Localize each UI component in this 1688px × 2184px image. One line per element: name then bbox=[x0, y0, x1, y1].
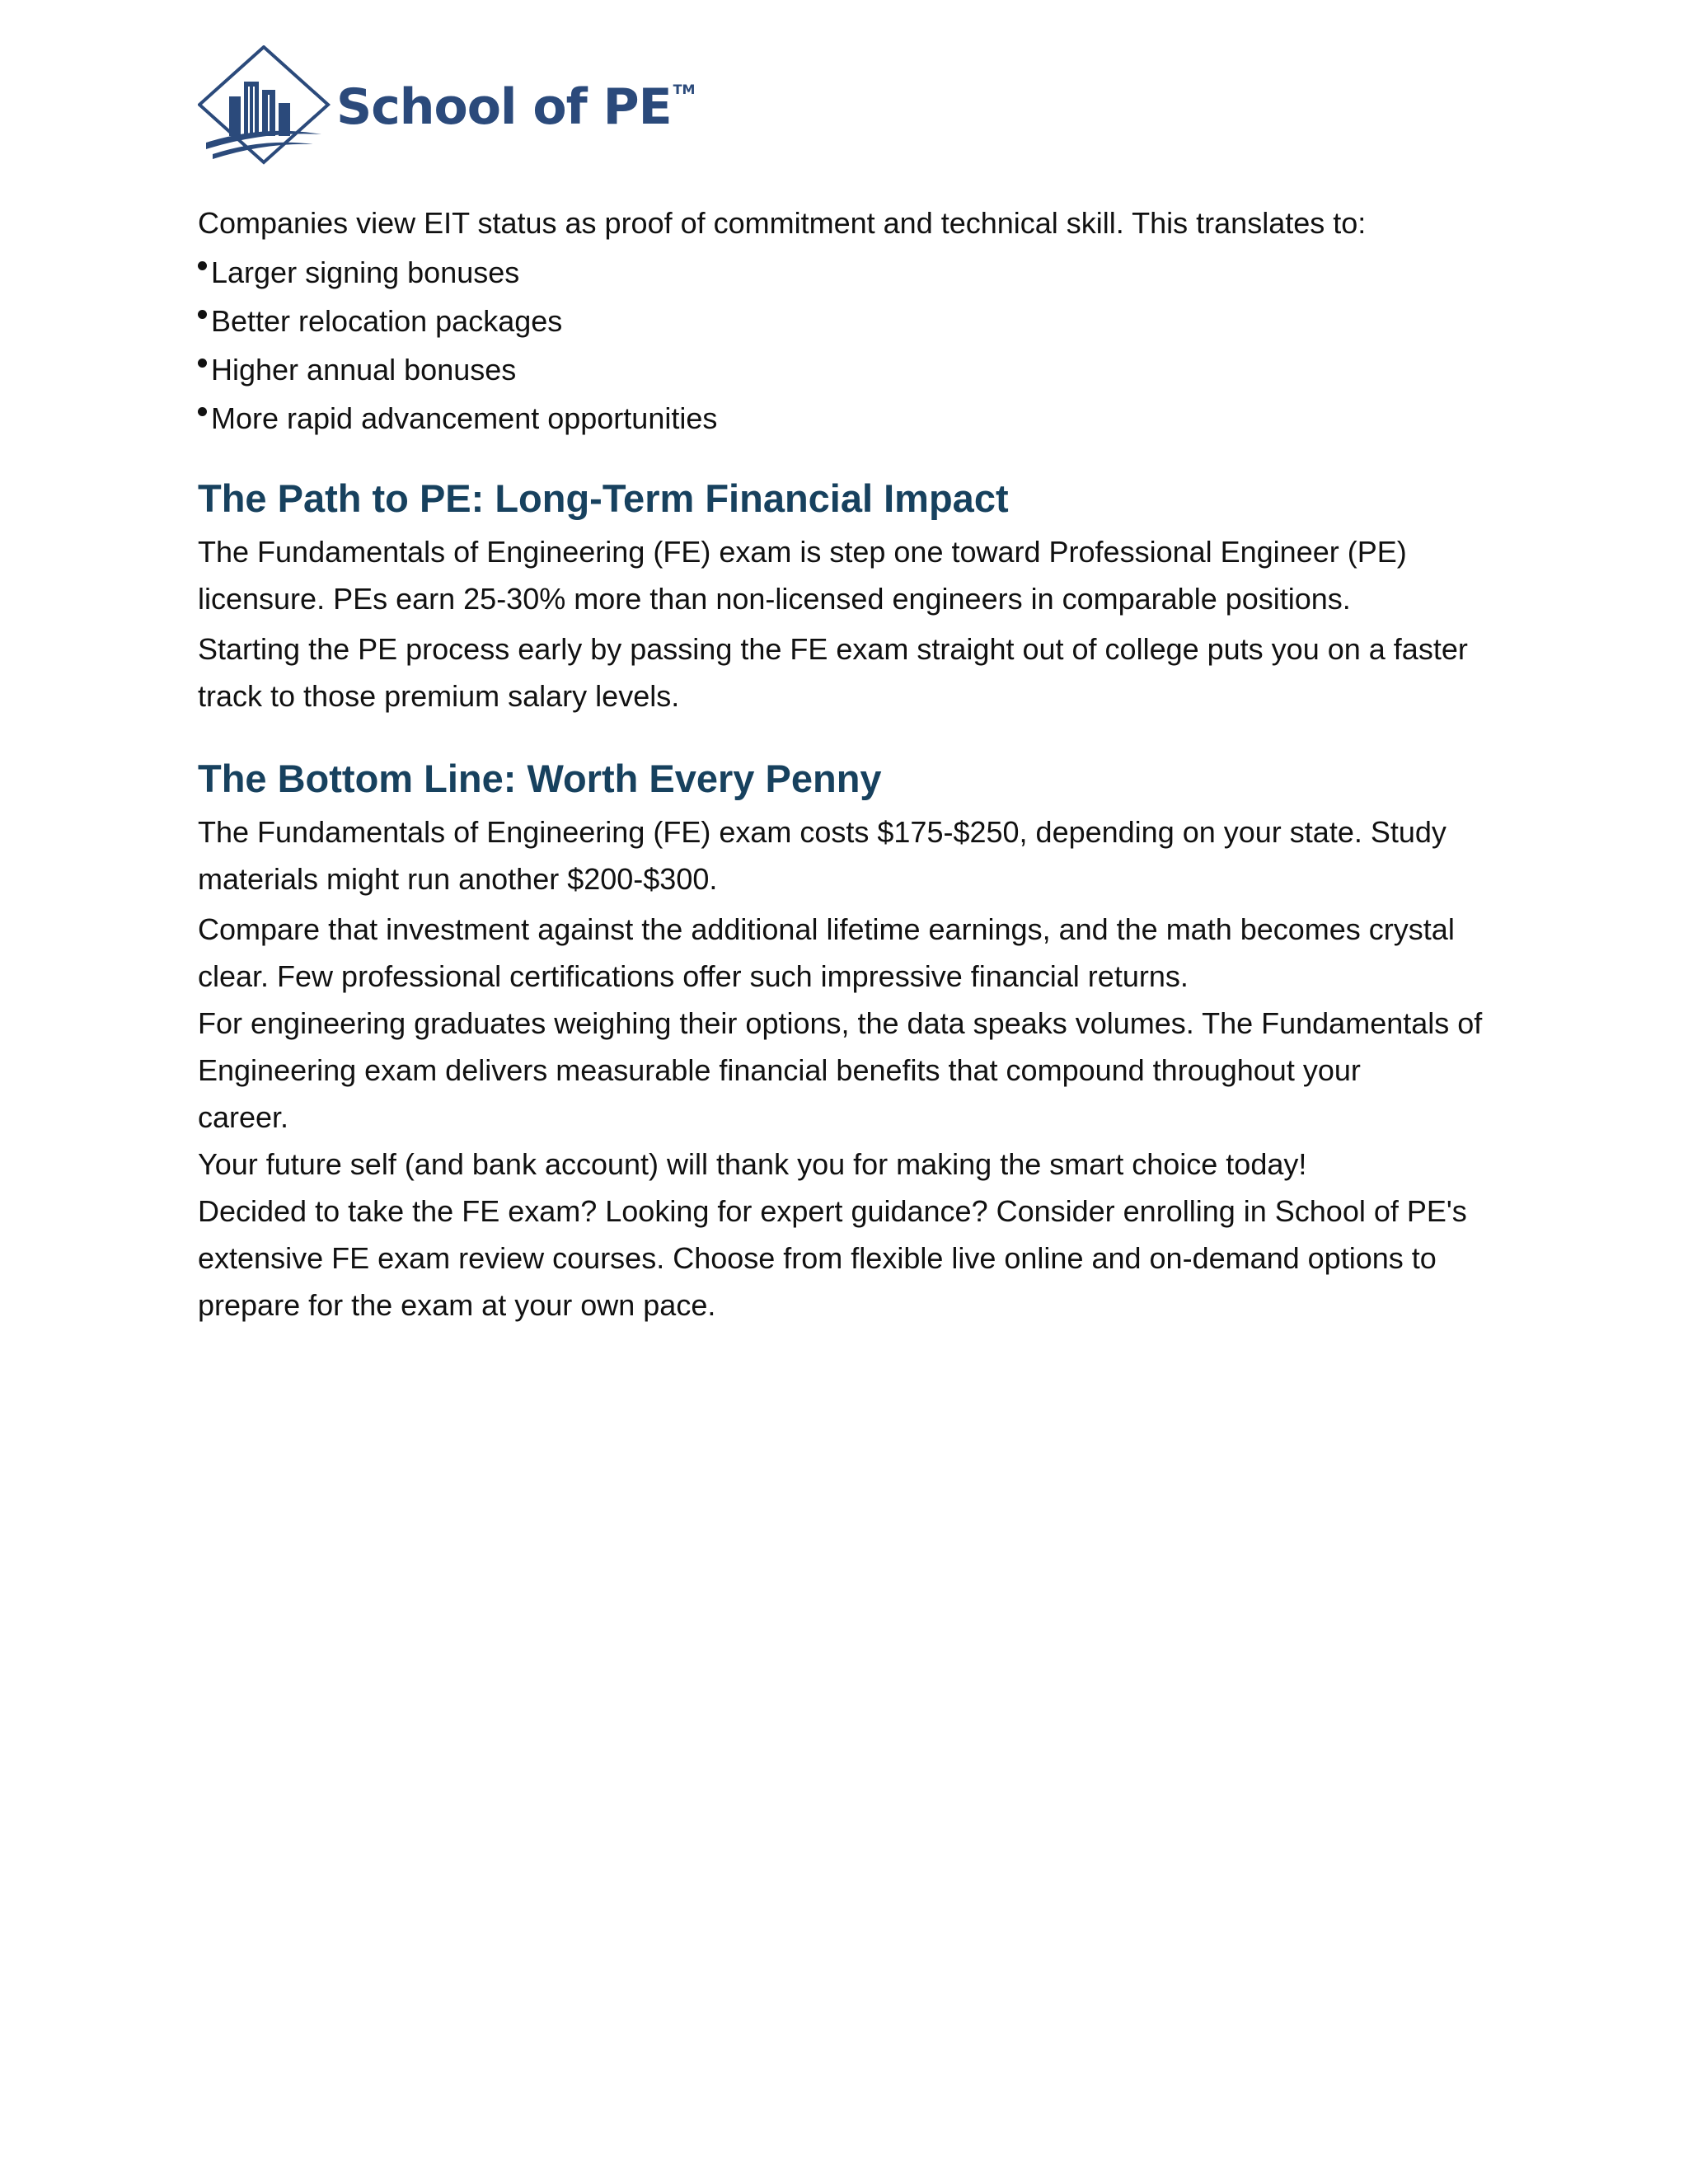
section-heading-bottom-line: The Bottom Line: Worth Every Penny bbox=[198, 757, 882, 800]
list-item: More rapid advancement opportunities bbox=[198, 394, 1500, 443]
logo-trademark: TM bbox=[673, 82, 696, 97]
section-heading-path-to-pe: The Path to PE: Long-Term Financial Impact bbox=[198, 476, 1009, 520]
logo-wordmark bbox=[336, 78, 695, 136]
paragraph: The Fundamentals of Engineering (FE) exam is step one toward Professional Engineer (PE) licensure. PEs earn 25-30% more than non-licensed engineers in comparable positions. bbox=[198, 535, 1407, 616]
paragraph: Decided to take the FE exam? Looking for expert guidance? Consider enrolling in School of PE's extensive FE exam review courses. Choose from flexible live online and on-demand options to prepare for the exam at your own pace. bbox=[198, 1194, 1467, 1322]
logo-name: School of PE bbox=[336, 78, 672, 136]
intro-paragraph: Companies view EIT status as proof of commitment and technical skill. This translates to: bbox=[198, 206, 1367, 240]
paragraph: Your future self (and bank account) will thank you for making the smart choice today! bbox=[198, 1147, 1307, 1181]
school-of-pe-logo bbox=[198, 45, 696, 169]
list-item: Larger signing bonuses bbox=[198, 248, 1500, 297]
paragraph: Starting the PE process early by passing the FE exam straight out of college puts you on a faster track to those premium salary levels. bbox=[198, 632, 1468, 713]
paragraph: For engineering graduates weighing their options, the data speaks volumes. The Fundamentals of Engineering exam delivers measurable financial benefits that compound throughout your bbox=[198, 1006, 1483, 1087]
paragraph: career. bbox=[198, 1100, 289, 1134]
list-item: Better relocation packages bbox=[198, 297, 1500, 345]
benefits-list bbox=[198, 248, 1500, 443]
document-body bbox=[198, 199, 1500, 1329]
building-emblem-icon bbox=[198, 45, 338, 169]
list-item: Higher annual bonuses bbox=[198, 345, 1500, 394]
paragraph: The Fundamentals of Engineering (FE) exam costs $175-$250, depending on your state. Study materials might run another $200-$300. bbox=[198, 815, 1447, 896]
paragraph: Compare that investment against the additional lifetime earnings, and the math becomes crystal clear. Few professional certifications offer such impressive financial returns. bbox=[198, 912, 1455, 993]
